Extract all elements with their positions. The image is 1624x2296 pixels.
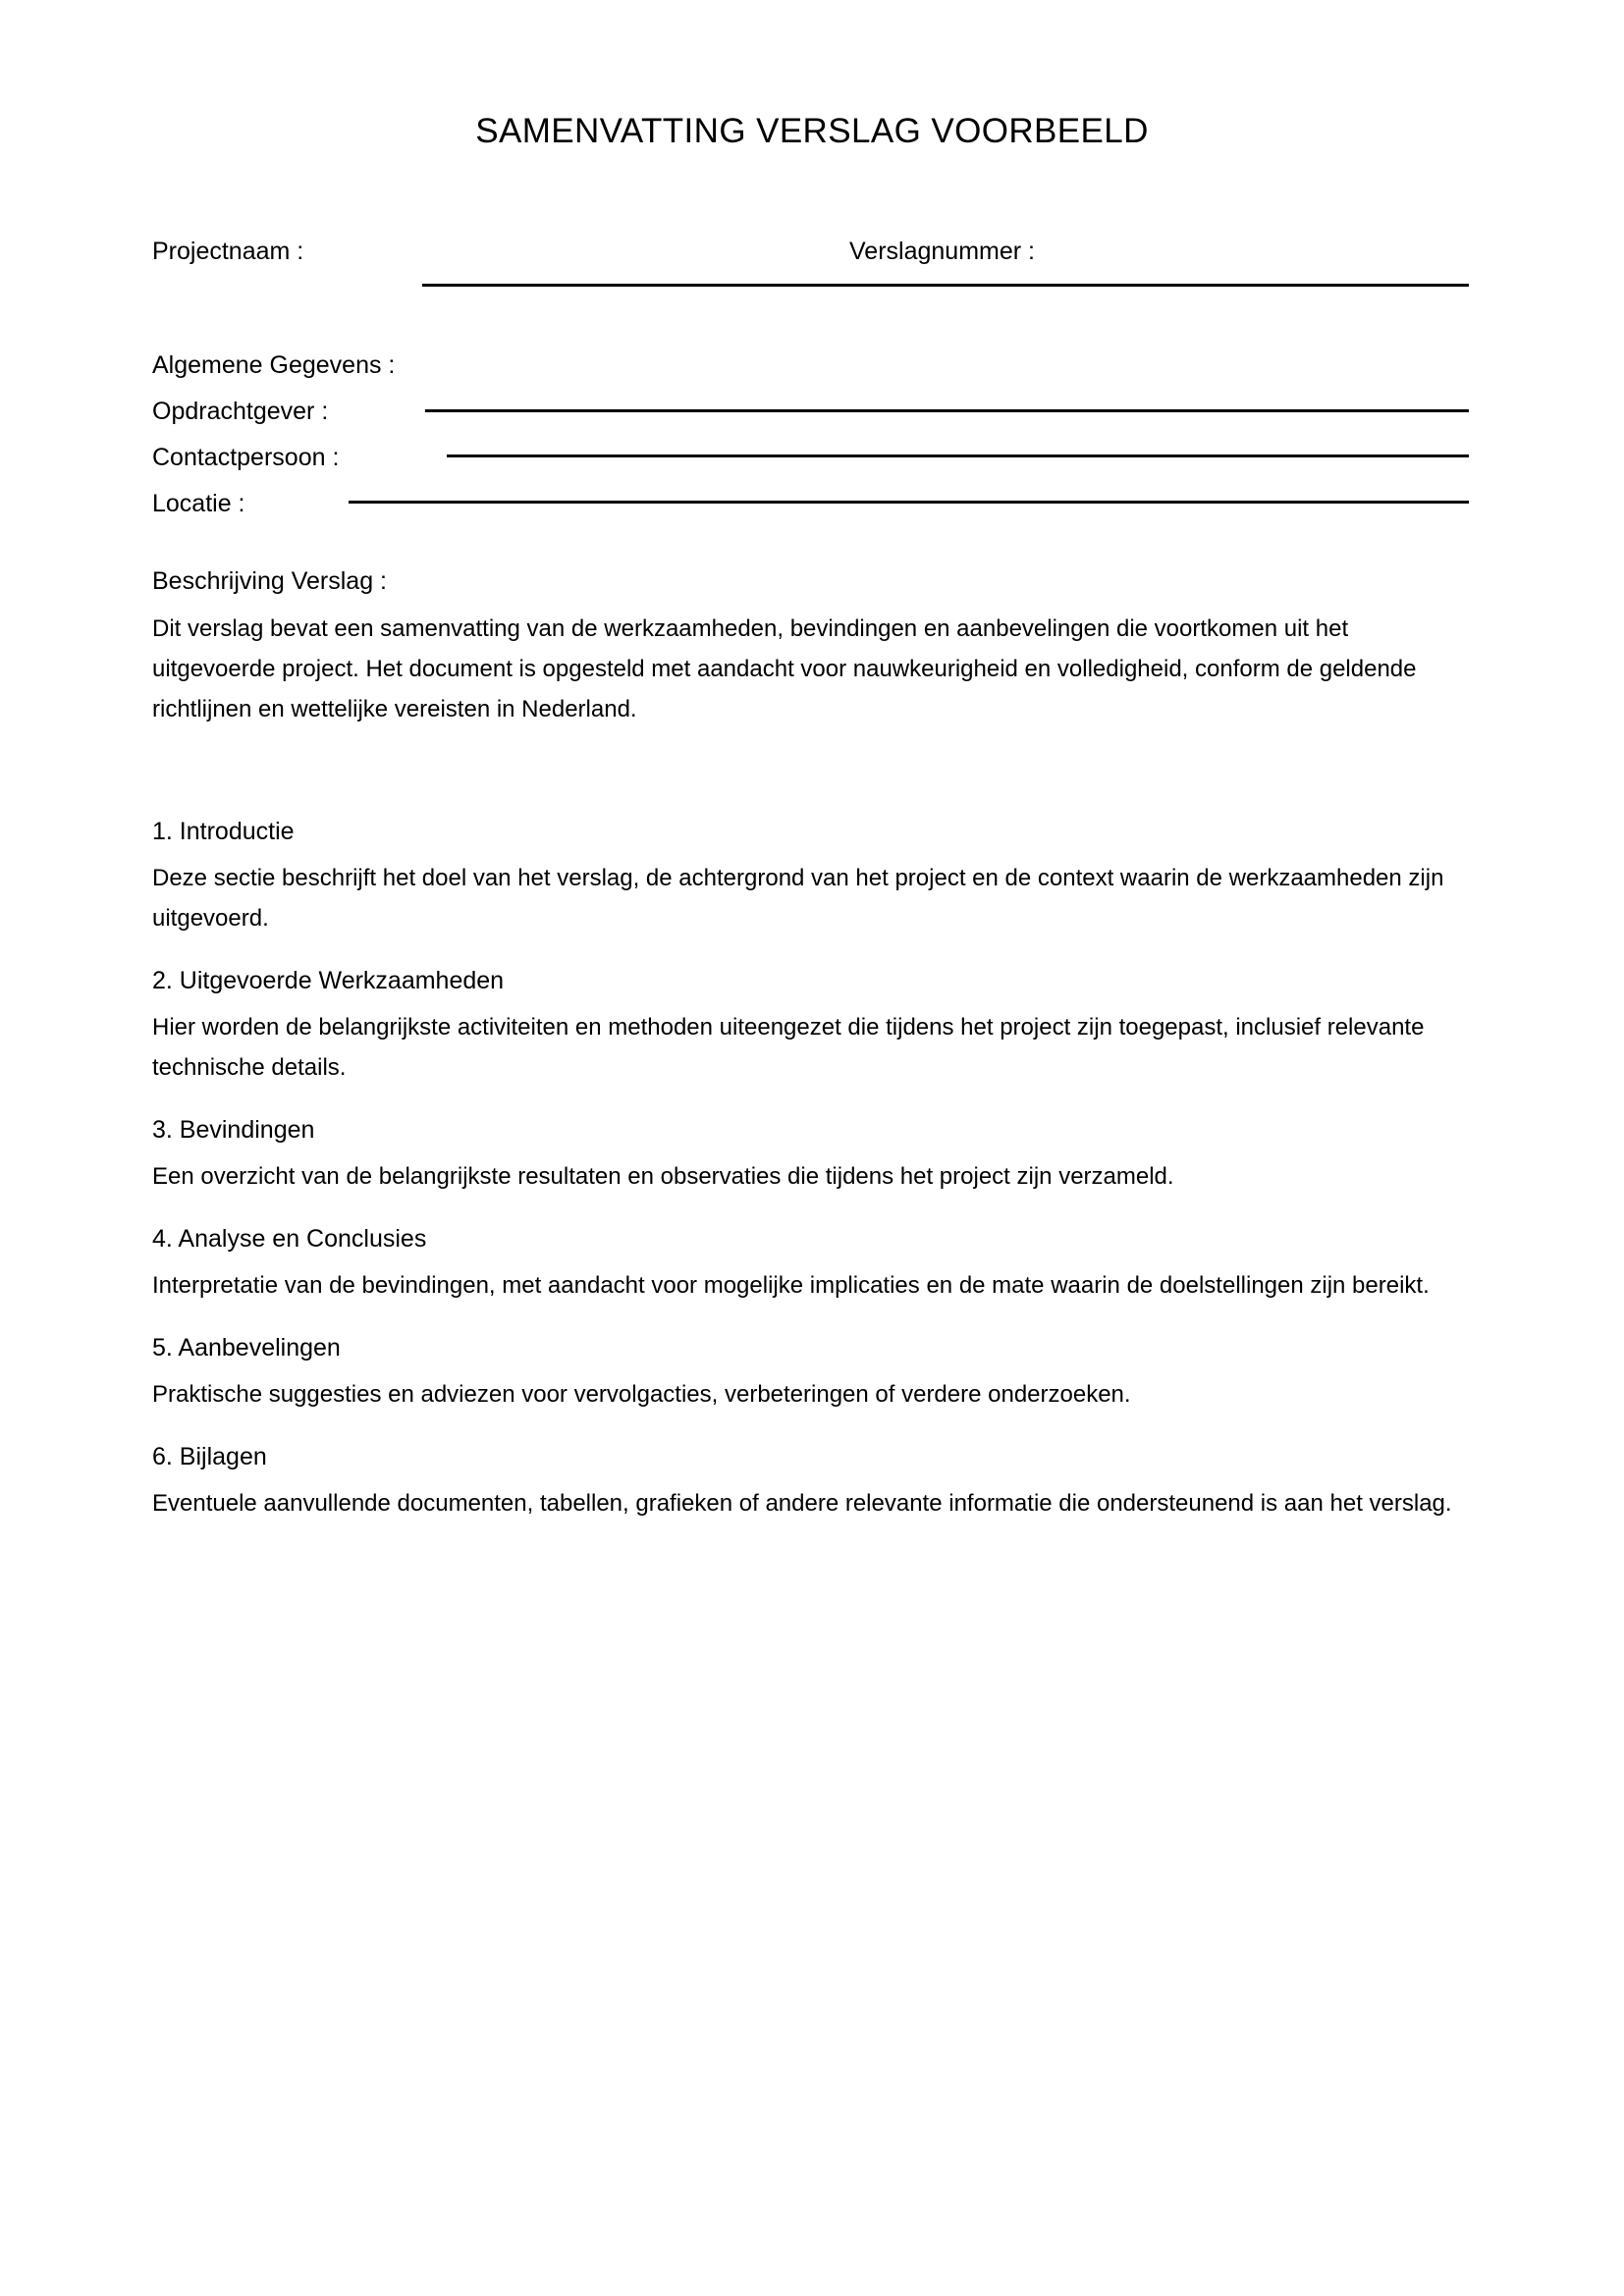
section-heading: 1. Introductie: [152, 818, 295, 845]
section-heading: 3. Bevindingen: [152, 1116, 315, 1144]
section-introductie: [152, 815, 1468, 938]
section-heading: 5. Aanbevelingen: [152, 1334, 341, 1362]
general-data-heading: Algemene Gegevens :: [152, 351, 396, 379]
location-write-line[interactable]: [349, 501, 1469, 504]
contact-person-write-line[interactable]: [447, 454, 1469, 457]
section-heading: 4. Analyse en Conclusies: [152, 1225, 427, 1253]
section-analyse-en-conclusies: [152, 1222, 1468, 1306]
section-body: Deze sectie beschrijft het doel van het verslag, de achtergrond van het project en de context waarin de werkzaamheden zijn uitgevoerd.: [152, 865, 1444, 932]
contact-person-label: Contactpersoon :: [152, 444, 340, 471]
client-label: Opdrachtgever :: [152, 398, 329, 425]
section-body: Eventuele aanvullende documenten, tabellen, grafieken of andere relevante informatie die ondersteunend is aan het verslag.: [152, 1490, 1452, 1517]
section-heading: 6. Bijlagen: [152, 1443, 267, 1470]
page-title: SAMENVATTING VERSLAG VOORBEELD: [475, 112, 1149, 150]
header-field-row: [152, 236, 1469, 285]
location-label: Locatie :: [152, 490, 245, 517]
section-uitgevoerde-werkzaamheden: [152, 964, 1468, 1088]
report-number-label: Verslagnummer :: [849, 238, 1035, 265]
section-bevindingen: [152, 1113, 1468, 1197]
project-name-label: Projectnaam :: [152, 238, 304, 265]
description-body: Dit verslag bevat een samenvatting van de werkzaamheden, bevindingen en aanbevelingen die voortkomen uit het uitgevoerde project. Het document is opgesteld met aandacht voor nauwkeurigheid en volledigheid, conform de geldende richtlijnen en wettelijke vereisten in Nederland.: [152, 615, 1417, 722]
client-write-line[interactable]: [425, 409, 1469, 412]
sections-list: [152, 815, 1468, 1549]
section-bijlagen: [152, 1440, 1468, 1523]
project-name-write-line[interactable]: [422, 284, 1469, 287]
description-heading: Beschrijving Verslag :: [152, 567, 388, 595]
section-body: Hier worden de belangrijkste activiteiten en methoden uiteengezet die tijdens het project zijn toegepast, inclusief relevante technische details.: [152, 1014, 1425, 1081]
section-heading: 2. Uitgevoerde Werkzaamheden: [152, 967, 505, 994]
section-body: Interpretatie van de bevindingen, met aandacht voor mogelijke implicaties en de mate waarin de doelstellingen zijn bereikt.: [152, 1272, 1430, 1299]
section-body: Een overzicht van de belangrijkste resultaten en observaties die tijdens het project zijn verzameld.: [152, 1163, 1174, 1190]
section-aanbevelingen: [152, 1331, 1468, 1415]
section-body: Praktische suggesties en adviezen voor vervolgacties, verbeteringen of verdere onderzoeken.: [152, 1381, 1131, 1408]
